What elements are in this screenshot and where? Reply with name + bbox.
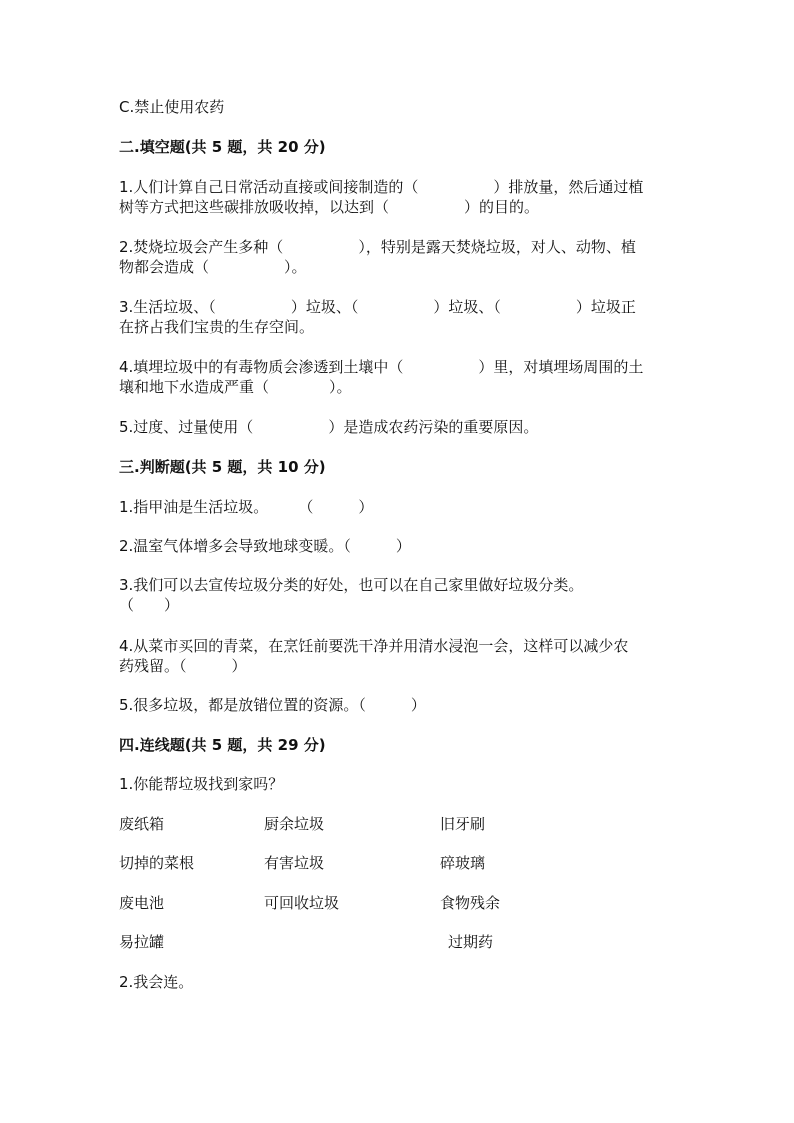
- judge-question-5: 5.很多垃圾，都是放错位置的资源。（ ）: [119, 696, 426, 714]
- middle-category: 有害垃圾: [264, 854, 325, 872]
- right-item: 过期药: [448, 933, 494, 951]
- right-item: 旧牙刷: [440, 815, 486, 833]
- judge-question-2: 2.温室气体增多会导致地球变暖。（ ）: [119, 537, 411, 555]
- right-item: 食物残余: [440, 894, 501, 912]
- judge-question-4-line-1: 4.从菜市买回的青菜，在烹饪前要洗干净并用清水浸泡一会，这样可以减少农: [119, 637, 629, 655]
- left-item: 废电池: [119, 894, 165, 912]
- judge-question-3-line-1: 3.我们可以去宣传垃圾分类的好处，也可以在自己家里做好垃圾分类。: [119, 576, 584, 594]
- right-item: 碎玻璃: [440, 854, 486, 872]
- middle-category: 可回收垃圾: [264, 894, 340, 912]
- fill-question-3-line-1: 3.生活垃圾、（ ）垃圾、（ ）垃圾、（ ）垃圾正: [119, 298, 636, 316]
- section-4-heading: 四.连线题(共 5 题，共 29 分): [119, 736, 326, 754]
- judge-question-4-line-2: 药残留。（ ）: [119, 657, 247, 675]
- fill-question-5: 5.过度、过量使用（ ）是造成农药污染的重要原因。: [119, 418, 539, 436]
- match-question-1: 1.你能帮垃圾找到家吗？: [119, 775, 284, 793]
- left-item: 易拉罐: [119, 933, 165, 951]
- section-2-heading: 二.填空题(共 5 题，共 20 分): [119, 138, 326, 156]
- judge-question-1: 1.指甲油是生活垃圾。 （ ）: [119, 498, 374, 516]
- fill-question-3-line-2: 在挤占我们宝贵的生存空间。: [119, 318, 315, 336]
- fill-question-1-line-2: 树等方式把这些碳排放吸收掉，以达到（ ）的目的。: [119, 198, 540, 216]
- fill-question-2-line-2: 物都会造成（ ）。: [119, 258, 307, 276]
- left-item: 废纸箱: [119, 815, 165, 833]
- left-item: 切掉的菜根: [119, 854, 195, 872]
- middle-category: 厨余垃圾: [264, 815, 325, 833]
- fill-question-1-line-1: 1.人们计算自己日常活动直接或间接制造的（ ）排放量，然后通过植: [119, 178, 644, 196]
- match-question-2: 2.我会连。: [119, 973, 194, 991]
- section-3-heading: 三.判断题(共 5 题，共 10 分): [119, 458, 326, 476]
- fill-question-4-line-2: 壤和地下水造成严重（ ）。: [119, 378, 352, 396]
- judge-question-3-line-2: （ ）: [119, 596, 180, 614]
- fill-question-2-line-1: 2.焚烧垃圾会产生多种（ ），特别是露天焚烧垃圾，对人、动物、植: [119, 238, 636, 256]
- option-c: C.禁止使用农药: [119, 98, 225, 116]
- fill-question-4-line-1: 4.填埋垃圾中的有毒物质会渗透到土壤中（ ）里，对填埋场周围的土: [119, 358, 644, 376]
